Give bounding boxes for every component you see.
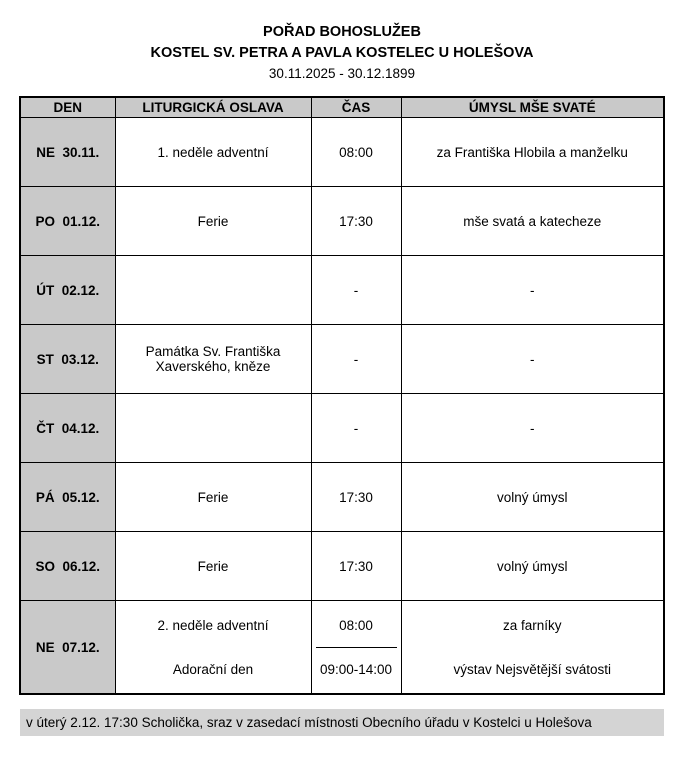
table-row — [20, 463, 664, 532]
time-cell: 17:30 — [311, 532, 401, 601]
day-cell: PÁ 05.12. — [20, 463, 115, 532]
intention-cell: volný úmysl — [401, 463, 664, 532]
day-cell: NE 30.11. — [20, 118, 115, 187]
intention-cell: za Františka Hlobila a manželku — [401, 118, 664, 187]
day-cell: NE 07.12. — [20, 601, 115, 695]
time-cell: 17:30 — [311, 187, 401, 256]
celebration-cell — [115, 256, 311, 325]
church-name: KOSTEL SV. PETRA A PAVLA KOSTELEC U HOLEŠOVA — [150, 45, 534, 61]
intention-cell: - — [401, 325, 664, 394]
intention-cell: - — [401, 394, 664, 463]
intention-cell: - — [401, 256, 664, 325]
celebration-cell: Ferie — [115, 532, 311, 601]
intention-line-1: za farníky — [502, 617, 562, 633]
celebration-cell — [115, 394, 311, 463]
date-range: 30.11.2025 - 30.12.1899 — [268, 66, 416, 81]
day-cell: PO 01.12. — [20, 187, 115, 256]
time-cell: - — [311, 325, 401, 394]
time-line-2: 09:00-14:00 — [316, 647, 397, 691]
celebration-cell: Ferie — [115, 463, 311, 532]
table-row-double — [20, 601, 664, 695]
day-cell: ČT 04.12. — [20, 394, 115, 463]
table-row — [20, 394, 664, 463]
document-header — [0, 0, 684, 84]
celebration-cell — [115, 601, 311, 695]
page-title: POŘAD BOHOSLUŽEB — [263, 24, 421, 40]
celebration-line-1: 2. neděle adventní — [157, 617, 269, 633]
celebration-line-2: Adorační den — [172, 661, 254, 677]
day-cell: SO 06.12. — [20, 532, 115, 601]
intention-cell: mše svatá a katecheze — [401, 187, 664, 256]
column-header-umysl: ÚMYSL MŠE SVATÉ — [401, 97, 664, 118]
celebration-cell: 1. neděle adventní — [115, 118, 311, 187]
column-header-den: DEN — [20, 97, 115, 118]
time-cell: 08:00 — [311, 118, 401, 187]
celebration-cell: Památka Sv. Františka Xaverského, kněze — [115, 325, 311, 394]
intention-line-2: výstav Nejsvětější svátosti — [453, 661, 612, 677]
intention-cell: volný úmysl — [401, 532, 664, 601]
table-row — [20, 325, 664, 394]
table-row — [20, 256, 664, 325]
column-header-liturgicka-oslava: LITURGICKÁ OSLAVA — [115, 97, 311, 118]
table-row — [20, 187, 664, 256]
footer-note: v úterý 2.12. 17:30 Scholička, sraz v zasedací místnosti Obecního úřadu v Kostelci u Holešova — [20, 709, 664, 736]
time-cell: 17:30 — [311, 463, 401, 532]
column-header-cas: ČAS — [311, 97, 401, 118]
time-line-1: 08:00 — [339, 617, 373, 633]
intention-cell — [401, 601, 664, 695]
mass-schedule-table — [19, 96, 665, 695]
table-header-row — [20, 97, 664, 118]
time-cell: - — [311, 256, 401, 325]
table-row — [20, 532, 664, 601]
day-cell: ST 03.12. — [20, 325, 115, 394]
table-row — [20, 118, 664, 187]
celebration-cell: Ferie — [115, 187, 311, 256]
day-cell: ÚT 02.12. — [20, 256, 115, 325]
time-cell — [311, 601, 401, 695]
time-cell: - — [311, 394, 401, 463]
